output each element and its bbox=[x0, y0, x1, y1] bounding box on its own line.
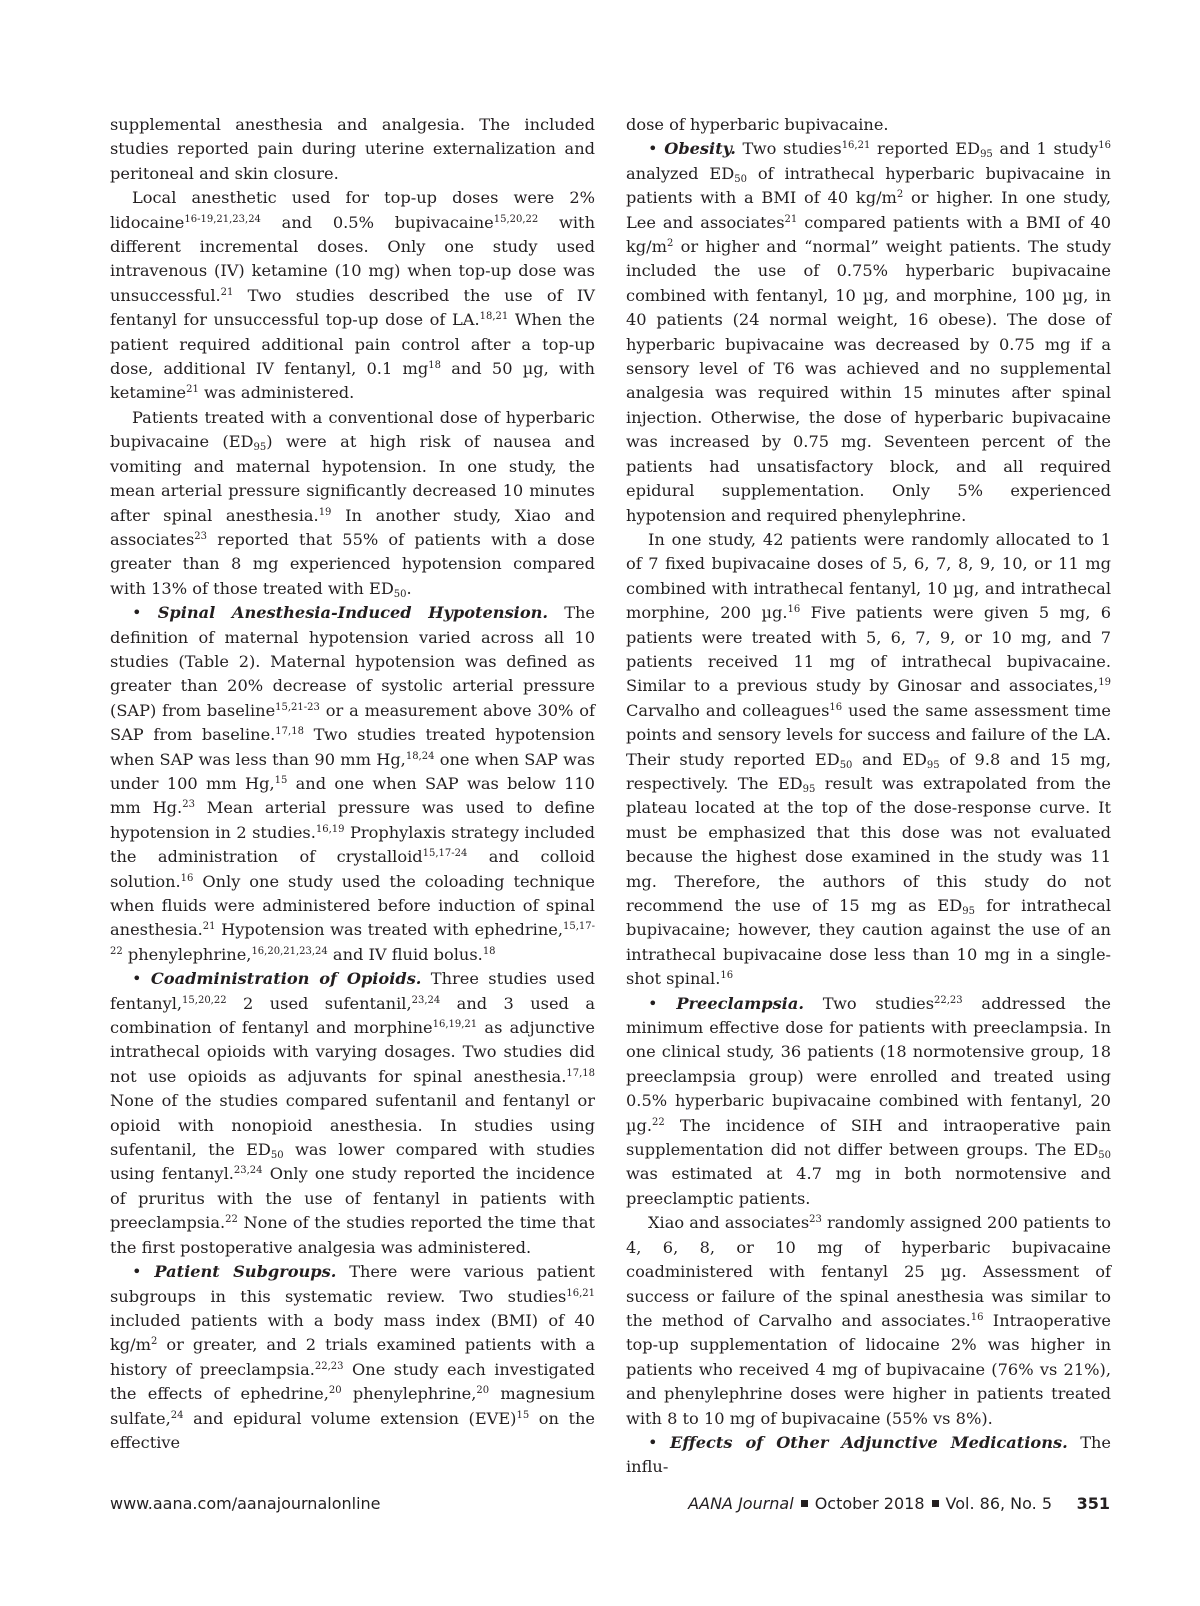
text-run: for intrathecal bupivacaine; however, they caution against the use of an intrathecal bupivacaine dose less than 10 mg in a single-shot spinal. bbox=[626, 896, 1111, 989]
subsection-heading: Preeclampsia. bbox=[676, 993, 804, 1013]
superscript: 20 bbox=[476, 1385, 490, 1397]
text-run: and IV fluid bolus. bbox=[327, 944, 483, 964]
text-run: Two studies bbox=[735, 139, 842, 159]
superscript: 22,23 bbox=[934, 994, 963, 1006]
text-run: Prophylaxis strategy included the administration of crystalloid bbox=[110, 822, 595, 867]
text-run: phenylephrine, bbox=[341, 1384, 477, 1404]
subscript: 95 bbox=[802, 783, 816, 795]
citation: 16-19,21,23,24 bbox=[184, 213, 261, 225]
superscript: 15,17-24 bbox=[422, 848, 468, 860]
separator-square-icon bbox=[932, 1500, 939, 1507]
superscript: 16 bbox=[970, 1311, 984, 1323]
superscript: 23,24 bbox=[411, 994, 441, 1006]
citation: 19 bbox=[318, 506, 332, 518]
text-run: and epidural volume extension (EVE) bbox=[183, 1408, 517, 1428]
text-run: Mean arterial pressure was used to define hypotension in 2 studies. bbox=[110, 798, 595, 842]
text-run: or higher and “normal” weight patients. The study included the use of 0.75% hyperbaric bupivacaine combined with fentanyl, 10 µg, and morphine, 100 µg, in 40 patients (24 normal weight, 16 obese). The dose of hyperbaric bupivacaine was decreased by 0.75 mg if a sensory level of T6 was achieved and no supplemental analgesia was required within 15 minutes after spinal injection. Otherwise, the dose of hyperbaric bupivacaine was increased by 0.75 mg. Seventeen percent of the patients had unsatisfactory block, and all required epidural supplementation. Only 5% experienced hypotension and required phenylephrine. bbox=[626, 237, 1111, 525]
section-preeclampsia bbox=[626, 992, 1111, 1212]
text-run: addressed the minimum effective dose for patients with preeclampsia. In one clinical study, 36 patients (18 normotensive group, 18 preeclampsia group) were enrolled and treated using 0.5% hyperbaric bupivacaine combined with fentanyl, 20 µg. bbox=[626, 993, 1111, 1135]
text-run: Hypotension was treated with ephedrine, bbox=[215, 920, 563, 940]
text-run: One study each investigated the effects of ephedrine, bbox=[110, 1359, 596, 1404]
text-run: and 1 study bbox=[992, 139, 1099, 159]
paragraph: supplemental anesthesia and analgesia. The included studies reported pain during uterine externalization and peritoneal and skin closure. bbox=[110, 115, 595, 183]
page-footer bbox=[110, 1494, 1110, 1518]
subsection-heading: Obesity. bbox=[664, 139, 736, 159]
text-run: There were various patient subgroups in this systematic review. Two studies bbox=[110, 1262, 595, 1306]
text-run: and ED bbox=[852, 749, 927, 769]
paragraph bbox=[626, 1211, 1111, 1431]
text-run: Carvalho and colleagues bbox=[626, 700, 830, 720]
text-run: phenylephrine, bbox=[122, 944, 252, 964]
subsection-heading: Effects of Other Adjunctive Medications. bbox=[670, 1432, 1068, 1452]
paragraph bbox=[626, 528, 1111, 992]
section-opioids bbox=[110, 967, 595, 1260]
citation: 21 bbox=[220, 286, 234, 298]
superscript: 15 bbox=[516, 1409, 530, 1421]
text-run: The definition of maternal hypotension varied across all 10 studies (Table 2). Maternal hypotension was defined as greater than 20% decrease of systolic arterial pressure (SAP) from baseline bbox=[110, 603, 595, 720]
text-run: Two studies bbox=[803, 993, 935, 1013]
superscript: 16 bbox=[829, 701, 843, 713]
text-run: of intrathecal hyperbaric bupivacaine in patients with a BMI of 40 kg/m bbox=[626, 163, 1111, 208]
journal-url: www.aana.com/aanajournalonline bbox=[110, 1494, 381, 1513]
left-column bbox=[110, 113, 595, 1455]
superscript: 2 bbox=[666, 238, 674, 250]
subscript: 50 bbox=[839, 759, 853, 771]
text-run: one when SAP was under 100 mm Hg, bbox=[110, 749, 595, 793]
text-run: • bbox=[648, 993, 677, 1013]
superscript: 23 bbox=[809, 1214, 822, 1226]
text-run: Two studies described the use of IV fentanyl for unsuccessful top-up dose of LA. bbox=[110, 285, 595, 330]
superscript: 15,21-23 bbox=[275, 701, 320, 713]
superscript: 23 bbox=[182, 799, 195, 811]
superscript: 16 bbox=[1098, 140, 1111, 152]
text-run: None of the studies reported the time that the first postoperative analgesia was administered. bbox=[110, 1213, 595, 1257]
volume-issue: Vol. 86, No. 5 bbox=[945, 1494, 1052, 1513]
text-run: When the patient required additional pain control after a top-up dose, additional IV fentanyl, 0.1 mg bbox=[110, 310, 595, 379]
journal-citation bbox=[688, 1494, 1052, 1513]
text-run: was estimated at 4.7 mg in both normotensive and preeclamptic patients. bbox=[626, 1164, 1111, 1208]
text-run: Local anesthetic used for top-up doses were 2% lidocaine bbox=[110, 188, 595, 232]
text-run: or higher. In one study, Lee and associates bbox=[626, 188, 1111, 232]
text-run: Only one study used the coloading technique when fluids were administered before induction of spinal anesthesia. bbox=[110, 871, 595, 940]
text-run: randomly assigned 200 patients to 4, 6, 8, or 10 mg of hyperbaric bupivacaine coadministered with fentanyl 25 µg. Assessment of success or failure of the spinal anesthesia was similar to the method of Carvalho and associates. bbox=[626, 1213, 1112, 1330]
subscript: 95 bbox=[980, 149, 993, 161]
text-run: • bbox=[132, 603, 158, 623]
section-obesity bbox=[626, 137, 1111, 528]
text-run: In one study, 42 patients were randomly allocated to 1 of 7 fixed bupivacaine doses of 5, 6, 7, 8, 9, 10, or 11 mg combined with intrathecal fentanyl, 10 µg, and intrathecal morphine, 200 µg. bbox=[626, 529, 1111, 623]
text-run: was lower compared with studies using fentanyl. bbox=[110, 1140, 595, 1184]
text-run: and one when SAP was below 110 mm Hg. bbox=[110, 773, 595, 818]
superscript: 24 bbox=[170, 1409, 184, 1421]
text-run: 2 used sufentanil, bbox=[226, 993, 412, 1013]
superscript: 21 bbox=[202, 921, 216, 933]
issue-date: October 2018 bbox=[814, 1494, 925, 1513]
superscript: 16 bbox=[180, 872, 194, 884]
paragraph: dose of hyperbaric bupivacaine. bbox=[626, 115, 889, 134]
separator-square-icon bbox=[801, 1500, 808, 1507]
subsection-heading: Patient Subgroups. bbox=[154, 1262, 337, 1282]
superscript: 15,17-22 bbox=[110, 921, 595, 957]
section-patient-subgroups bbox=[110, 1260, 595, 1455]
text-run: • bbox=[648, 139, 665, 159]
superscript: 18,24 bbox=[405, 750, 435, 762]
text-run: was administered. bbox=[198, 383, 355, 403]
text-run: • bbox=[648, 1432, 671, 1452]
superscript: 16 bbox=[720, 970, 734, 982]
text-run: magnesium sulfate, bbox=[110, 1384, 596, 1428]
text-run: of 9.8 and 15 mg, respectively. The ED bbox=[626, 749, 1112, 793]
text-run: or a measurement above 30% of SAP from baseline. bbox=[110, 700, 595, 745]
text-run: used the same assessment time points and sensory levels for success and failure of the LA. Their study reported ED bbox=[626, 700, 1111, 769]
text-run: In another study, Xiao and associates bbox=[110, 505, 595, 549]
superscript: 17,18 bbox=[275, 726, 304, 738]
right-column bbox=[626, 113, 1111, 1480]
text-run: The influ- bbox=[626, 1432, 1111, 1477]
citation: 23 bbox=[194, 530, 208, 542]
text-run: reported ED bbox=[870, 139, 981, 159]
subscript: 50 bbox=[393, 588, 407, 600]
superscript: 15,20,22 bbox=[182, 994, 227, 1006]
text-run: • bbox=[132, 1262, 155, 1282]
text-run: Five patients were given 5 mg, 6 patients were treated with 5, 6, 7, 9, or 10 mg, and 7 patients received 11 mg of intrathecal bupivacaine. Similar to a previous study by Ginosar and associates, bbox=[626, 603, 1111, 696]
paragraph bbox=[110, 186, 595, 406]
superscript: 23,24 bbox=[233, 1165, 263, 1177]
text-run: Patients treated with a conventional dose of hyperbaric bupivacaine (ED bbox=[110, 407, 595, 452]
section-spinal-hypotension bbox=[110, 601, 595, 967]
superscript: 19 bbox=[1098, 677, 1111, 689]
text-run: and 50 µg, with ketamine bbox=[110, 359, 595, 403]
text-run: result was extrapolated from the plateau located at the top of the dose-response curve. It must be emphasized that this dose was not evaluated because the highest dose examined in the study was 11 mg. Therefore, the authors of this study do not recommend the use of 15 mg as ED bbox=[626, 773, 1111, 915]
text-run: or greater, and 2 trials examined patients with a history of preeclampsia. bbox=[110, 1335, 595, 1379]
text-run: with different incremental doses. Only one study used intravenous (IV) ketamine (10 mg) when top-up dose was unsuccessful. bbox=[110, 212, 595, 305]
superscript: 2 bbox=[150, 1336, 158, 1348]
text-run: as adjunctive intrathecal opioids with varying dosages. Two studies did not use opioids as adjuvants for spinal anesthesia. bbox=[110, 1018, 596, 1086]
text-run: compared patients with a BMI of 40 kg/m bbox=[626, 212, 1112, 257]
text-run: None of the studies compared sufentanil and fentanyl or opioid with nonopioid anesthesia. In studies using sufentanil, the ED bbox=[110, 1091, 595, 1160]
text-run: • bbox=[132, 969, 151, 989]
text-run: reported that 55% of patients with a dose greater than 8 mg experienced hypotension compared with 13% of those treated with ED bbox=[110, 529, 595, 598]
subscript: 95 bbox=[962, 906, 975, 917]
citation: 18 bbox=[428, 360, 441, 372]
subsection-heading: Spinal Anesthesia-Induced Hypotension. bbox=[157, 603, 549, 623]
superscript: 21 bbox=[784, 213, 798, 225]
page-number: 351 bbox=[1076, 1494, 1110, 1513]
text-run: . bbox=[406, 578, 412, 598]
superscript: 2 bbox=[896, 189, 904, 201]
paragraph bbox=[110, 406, 595, 601]
subsection-heading: Coadministration of Opioids. bbox=[150, 969, 422, 989]
citation: 18,21 bbox=[479, 311, 509, 323]
text-run: included patients with a body mass index (BMI) of 40 kg/m bbox=[110, 1310, 595, 1355]
superscript: 18 bbox=[482, 945, 496, 957]
superscript: 16,19,21 bbox=[432, 1019, 478, 1031]
subscript: 50 bbox=[1098, 1150, 1111, 1162]
subscript: 50 bbox=[734, 173, 747, 185]
text-run: Two studies treated hypotension when SAP was less than 90 mm Hg, bbox=[110, 725, 595, 769]
text-run: ) were at high risk of nausea and vomiting and maternal hypotension. In one study, the mean arterial pressure significantly decreased 10 minutes after spinal anesthesia. bbox=[110, 432, 595, 525]
subscript: 50 bbox=[270, 1150, 284, 1162]
superscript: 17,18 bbox=[566, 1067, 595, 1079]
superscript: 16,21 bbox=[566, 1287, 595, 1299]
text-run: Only one study reported the incidence of pruritus with the use of fentanyl in patients with preeclampsia. bbox=[110, 1164, 595, 1233]
superscript: 16,19 bbox=[315, 823, 345, 835]
superscript: 16 bbox=[787, 604, 801, 616]
superscript: 15 bbox=[274, 774, 288, 786]
text-run: analyzed ED bbox=[626, 163, 735, 183]
text-run: on the effective bbox=[110, 1408, 595, 1452]
section-other-adjunctive bbox=[626, 1431, 1111, 1480]
subscript: 95 bbox=[253, 442, 267, 454]
superscript: 20 bbox=[328, 1385, 342, 1397]
text-run: and 0.5% bupivacaine bbox=[260, 212, 494, 232]
superscript: 22 bbox=[225, 1214, 238, 1226]
text-run: Three studies used fentanyl, bbox=[110, 969, 595, 1013]
text-run: Xiao and associates bbox=[648, 1213, 810, 1233]
citation: 21 bbox=[186, 384, 199, 396]
text-run: The incidence of SIH and intraoperative pain supplementation did not differ between groups. The ED bbox=[626, 1115, 1111, 1160]
journal-name: AANA Journal bbox=[688, 1494, 794, 1513]
text-run: and 3 used a combination of fentanyl and morphine bbox=[110, 993, 595, 1038]
superscript: 16,21 bbox=[841, 140, 871, 152]
citation: 15,20,22 bbox=[493, 213, 539, 225]
text-run: Intraoperative top-up supplementation of lidocaine 2% was higher in patients who received 4 mg of bupivacaine (76% vs 21%), and phenylephrine doses were higher in patients treated with 8 to 10 mg of bupivacaine (55% vs 8%). bbox=[626, 1310, 1111, 1428]
subscript: 95 bbox=[926, 759, 940, 771]
superscript: 16,20,21,23,24 bbox=[251, 945, 328, 957]
superscript: 22 bbox=[652, 1116, 665, 1128]
superscript: 22,23 bbox=[314, 1360, 344, 1372]
text-run: and colloid solution. bbox=[110, 847, 595, 891]
